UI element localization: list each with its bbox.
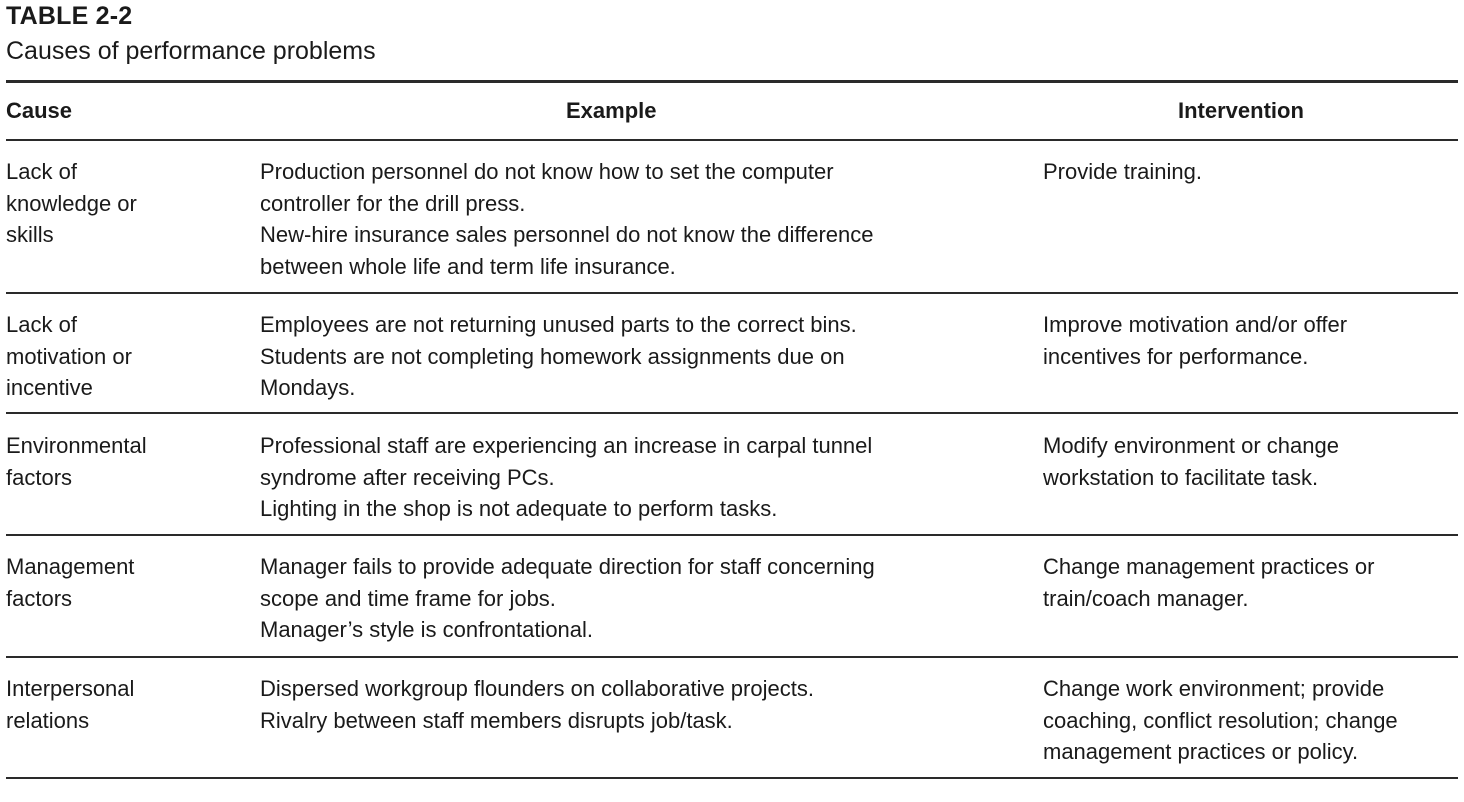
cell-example	[260, 673, 1010, 736]
example-text-line: Employees are not returning unused parts to the correct bins.	[260, 312, 857, 337]
example-text-line: syndrome after receiving PCs.	[260, 464, 555, 490]
cell-intervention	[1043, 430, 1463, 493]
example-text-line: Students are not completing homework assignments due on	[260, 343, 845, 369]
example-text-line: Production personnel do not know how to set the computer	[260, 159, 834, 184]
example-text-line: New-hire insurance sales personnel do not know the difference	[260, 222, 874, 247]
example-text-line: Manager’s style is confrontational.	[260, 617, 594, 642]
example-text-line: Professional staff are experiencing an increase in carpal tunnel	[260, 433, 873, 458]
intervention-text-line: Change work environment; provide	[1043, 676, 1385, 701]
table-bottom-rule	[6, 777, 1458, 779]
cause-text-line: motivation or	[6, 343, 132, 369]
cause-text-line: knowledge or	[6, 190, 137, 216]
cause-text-line: Lack of	[6, 312, 77, 337]
table-top-rule	[6, 80, 1458, 83]
intervention-text-line: management practices or policy.	[1043, 739, 1359, 764]
cause-text-line: Interpersonal	[6, 676, 135, 701]
cell-cause	[6, 309, 236, 404]
cause-text-line: Management	[6, 554, 135, 579]
row-divider	[6, 412, 1458, 414]
cell-cause	[6, 551, 236, 614]
example-text-line: scope and time frame for jobs.	[260, 585, 556, 611]
row-divider	[6, 292, 1458, 294]
cell-example	[260, 551, 1010, 646]
example-text-line: Mondays.	[260, 375, 356, 400]
column-header-intervention: Intervention	[1178, 98, 1304, 123]
cell-cause	[6, 430, 236, 493]
intervention-text-line: Provide training.	[1043, 159, 1202, 184]
cell-cause	[6, 673, 236, 736]
intervention-text-line: workstation to facilitate task.	[1043, 464, 1319, 490]
cell-intervention	[1043, 551, 1463, 614]
column-header-example: Example	[566, 98, 657, 123]
cell-intervention	[1043, 309, 1463, 372]
cause-text-line: skills	[6, 222, 54, 247]
column-header-cause: Cause	[6, 98, 73, 123]
cause-text-line: factors	[6, 464, 73, 490]
example-text-line: Rivalry between staff members disrupts job/task.	[260, 707, 733, 733]
intervention-text-line: Change management practices or	[1043, 554, 1375, 579]
cause-text-line: relations	[6, 707, 90, 733]
intervention-text-line: train/coach manager.	[1043, 585, 1249, 611]
table-number: TABLE 2-2	[6, 2, 133, 30]
cell-example	[260, 309, 1010, 404]
row-divider	[6, 534, 1458, 536]
cell-cause	[6, 156, 236, 251]
table-caption: Causes of performance problems	[6, 37, 376, 65]
cell-intervention	[1043, 156, 1463, 188]
example-text-line: Lighting in the shop is not adequate to perform tasks.	[260, 496, 778, 521]
cell-intervention	[1043, 673, 1463, 768]
intervention-text-line: Modify environment or change	[1043, 433, 1339, 458]
row-divider	[6, 656, 1458, 658]
intervention-text-line: incentives for performance.	[1043, 343, 1309, 369]
cause-text-line: Environmental	[6, 433, 147, 458]
cause-text-line: factors	[6, 585, 73, 611]
cell-example	[260, 156, 1010, 282]
cause-text-line: Lack of	[6, 159, 77, 184]
table-header-rule	[6, 139, 1458, 141]
example-text-line: Dispersed workgroup flounders on collaborative projects.	[260, 676, 814, 701]
example-text-line: between whole life and term life insurance.	[260, 253, 676, 279]
intervention-text-line: coaching, conflict resolution; change	[1043, 707, 1398, 733]
intervention-text-line: Improve motivation and/or offer	[1043, 312, 1348, 337]
cell-example	[260, 430, 1010, 525]
cause-text-line: incentive	[6, 375, 93, 400]
example-text-line: Manager fails to provide adequate direction for staff concerning	[260, 554, 875, 579]
example-text-line: controller for the drill press.	[260, 190, 526, 216]
